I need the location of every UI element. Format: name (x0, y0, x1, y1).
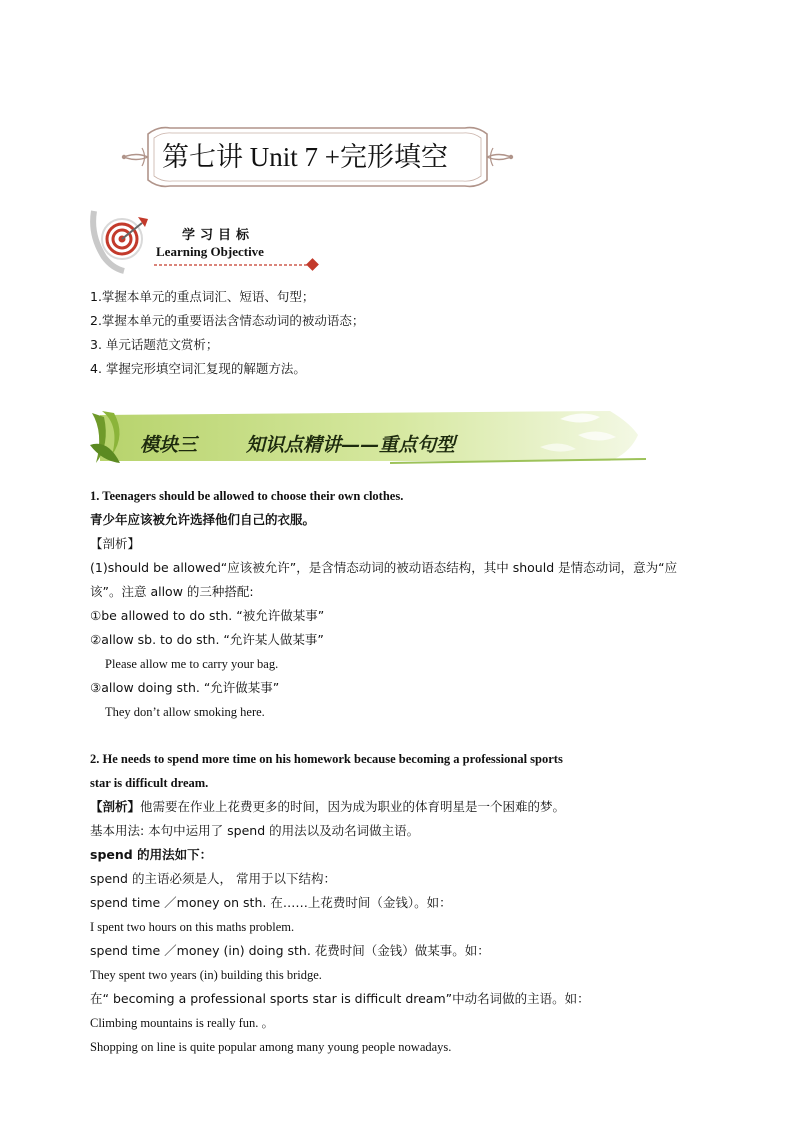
section2-heading: star is difficult dream. (90, 776, 209, 790)
module-title: 知识点精讲——重点句型 (246, 434, 456, 456)
page-title: 第七讲 Unit 7 +完形填空 (162, 142, 448, 172)
section2-analysis-text: 他需要在作业上花费更多的时间，因为成为职业的体育明星是一个困难的梦。 (140, 799, 566, 814)
section1-translation: 青少年应该被允许选择他们自己的衣服。 (90, 512, 316, 527)
usage-item: ③allow doing sth. “允许做某事” (90, 680, 280, 695)
example-sentence: Climbing mountains is really fun. 。 (90, 1016, 275, 1030)
example-sentence: Shopping on line is quite popular among many young people nowadays. (90, 1040, 452, 1054)
section1-heading: 1. Teenagers should be allowed to choose their own clothes. (90, 489, 404, 503)
module-label: 模块三 (140, 434, 198, 456)
section1-paragraph-line: (1)should be allowed“应该被允许”，是含情态动词的被动语态结构，其中 should 是情态动词，意为“应 (90, 560, 678, 575)
objective-item: 4. 掌握完形填空词汇复现的解题方法。 (90, 361, 306, 376)
section2-analysis-label: 【剖析】 (90, 799, 141, 814)
example-sentence: They spent two years (in) building this bridge. (90, 968, 322, 982)
usage-line: spend time ／money (in) doing sth. 花费时间（金钱）做某事。如： (90, 943, 490, 958)
example-sentence: I spent two hours on this maths problem. (90, 920, 295, 934)
usage-line: spend time ／money on sth. 在……上花费时间（金钱）。如： (90, 895, 452, 910)
usage-item: ②allow sb. to do sth. “允许某人做某事” (90, 632, 324, 647)
section2-heading: 2. He needs to spend more time on his homework because becoming a professional sports (90, 752, 563, 766)
objective-item: 2.掌握本单元的重要语法含情态动词的被动语态； (90, 313, 365, 328)
section1-paragraph-line: 该”。注意 allow 的三种搭配: (90, 584, 254, 599)
objective-label-cn: 学习目标 (182, 228, 255, 243)
usage-line: spend 的主语必须是人， 常用于以下结构： (90, 871, 336, 886)
example-sentence: They don’t allow smoking here. (105, 705, 265, 719)
example-sentence: Please allow me to carry your bag. (105, 657, 279, 671)
objective-item: 3. 单元话题范文赏析； (90, 337, 219, 352)
objective-label-en: Learning Objective (156, 244, 264, 259)
section2-analysis (90, 798, 565, 816)
usage-item: ①be allowed to do sth. “被允许做某事” (90, 608, 325, 623)
basic-usage-line: 基本用法: 本句中运用了 spend 的用法以及动名词做主语。 (90, 823, 420, 838)
section1-analysis-label: 【剖析】 (90, 536, 141, 551)
objective-item: 1.掌握本单元的重点词汇、短语、句型； (90, 289, 315, 304)
spend-usage-heading: spend 的用法如下： (90, 847, 213, 862)
usage-line: 在“ becoming a professional sports star is difficult dream”中动名词做的主语。如： (90, 991, 590, 1006)
